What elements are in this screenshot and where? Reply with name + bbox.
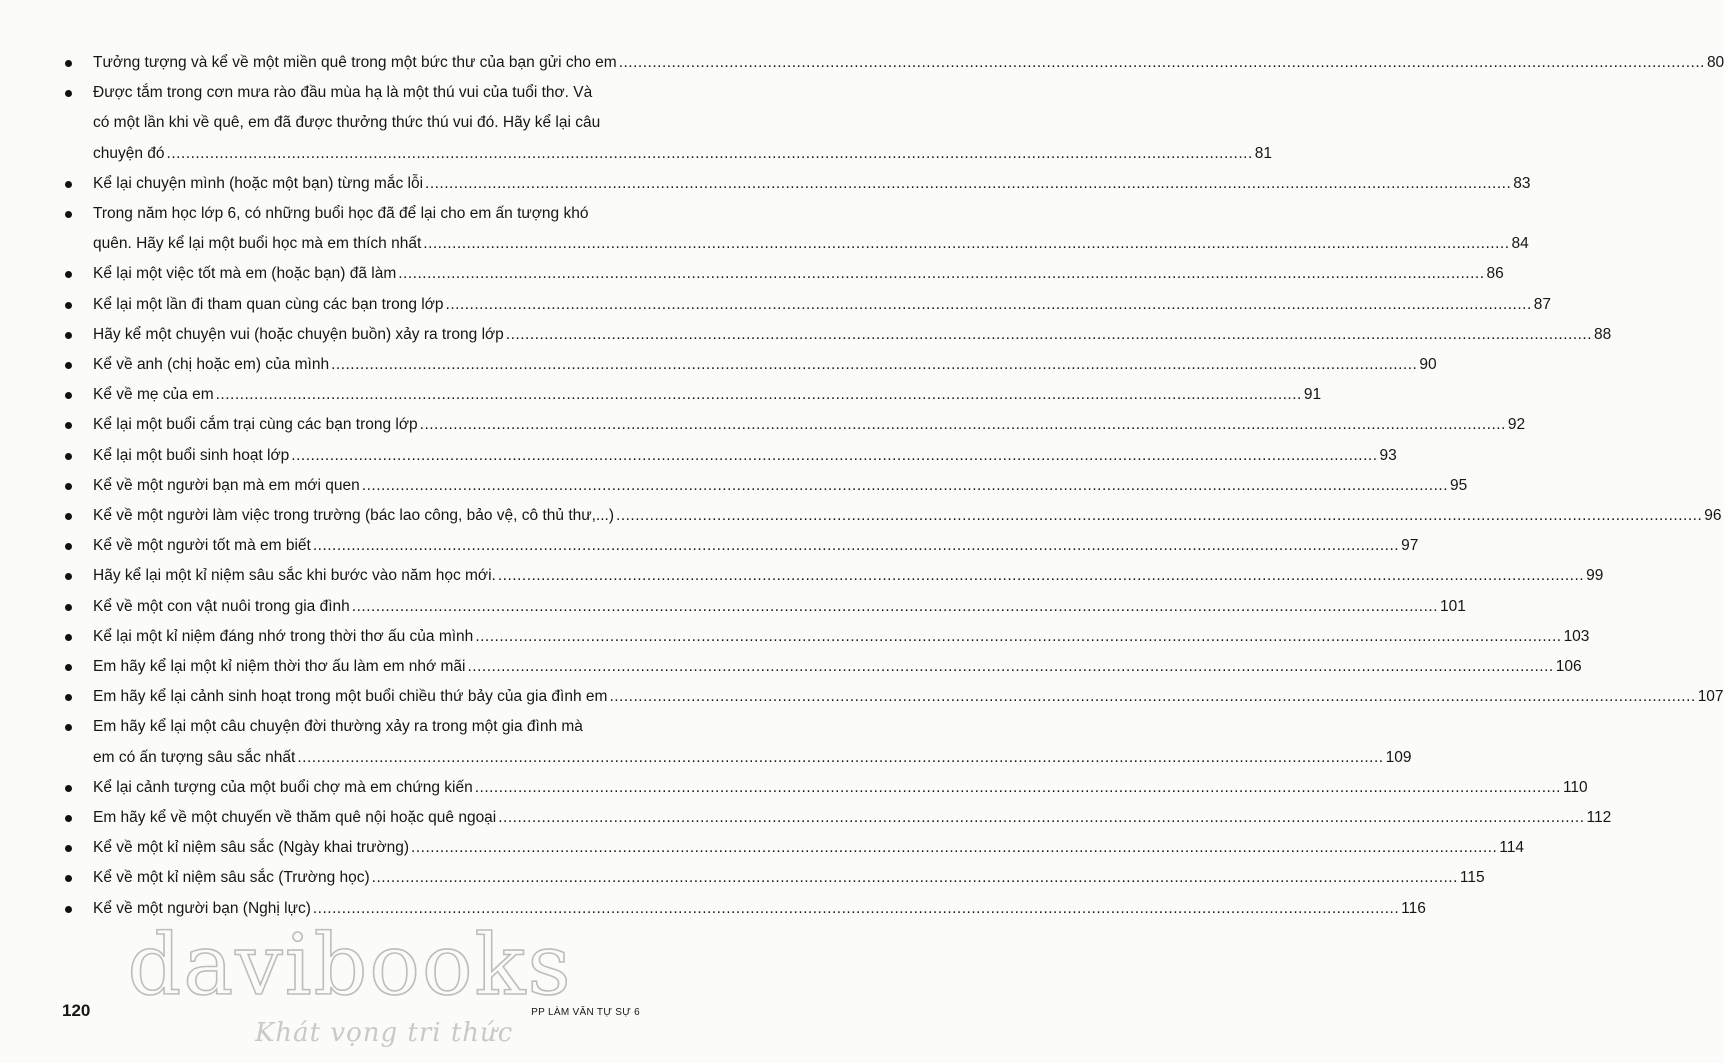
toc-entry-line <box>93 443 1397 469</box>
toc-entry-line <box>93 231 1529 257</box>
toc-entry-line <box>93 684 1724 710</box>
toc-entry-text: Hãy kể lại một kỉ niệm sâu sắc khi bước vào năm học mới. <box>93 567 496 585</box>
toc-entry-text: Kể về một kỉ niệm sâu sắc (Ngày khai trường) <box>93 839 410 857</box>
leader-dots <box>352 594 1438 620</box>
toc-page-number: 107 <box>1697 688 1724 706</box>
bullet-icon <box>65 392 72 399</box>
toc-entry-text: Kể lại cảnh tượng của một buổi chợ mà em chứng kiến <box>93 778 473 796</box>
toc-entry-text: Em hãy kể lại một kỉ niệm thời thơ ấu làm em nhớ mãi <box>93 658 466 675</box>
toc-entry-text: Kể lại chuyện mình (hoặc một bạn) từng mắc lỗi <box>93 174 424 192</box>
toc-page-number: 114 <box>1499 839 1524 857</box>
toc-entry-line <box>93 80 650 106</box>
toc-entry-text: Kể về mẹ của em <box>93 386 214 404</box>
bullet-icon <box>65 573 72 580</box>
toc-entry-line <box>93 745 1412 771</box>
toc-entry-text: có một lần khi về quê, em đã được thưởng thức thú vui đó. Hãy kể lại câu <box>93 114 601 132</box>
leader-dots <box>498 563 1584 589</box>
toc-entry-text: Trong năm học lớp 6, có những buổi học đã để lại cho em ấn tượng khó <box>93 205 589 222</box>
toc-page-number: 115 <box>1459 869 1485 887</box>
leader-dots <box>291 443 1377 469</box>
toc-page-number: 86 <box>1486 265 1504 283</box>
leader-dots <box>167 141 1253 167</box>
toc-entry-line <box>93 261 1504 287</box>
toc-entry-line <box>93 865 1485 891</box>
toc-entry-text: Kể về một kỉ niệm sâu sắc (Trường học) <box>93 869 370 887</box>
leader-dots <box>313 533 1399 559</box>
watermark-logo <box>127 916 573 1014</box>
toc-entry-text: em có ấn tượng sâu sắc nhất <box>93 748 296 766</box>
bullet-icon <box>65 724 72 731</box>
toc-page-number: 116 <box>1401 899 1426 917</box>
toc-entry-line <box>93 50 1724 76</box>
toc-entry-line <box>93 322 1612 348</box>
toc-entry-line <box>93 292 1552 318</box>
toc-page-number: 99 <box>1586 567 1604 585</box>
toc-page-number: 96 <box>1704 507 1722 524</box>
toc-entry-line <box>93 171 1531 197</box>
toc-entry-line <box>93 835 1524 861</box>
toc-entry-line <box>93 654 1582 680</box>
leader-dots <box>331 352 1417 378</box>
bullet-icon <box>65 362 72 369</box>
leader-dots <box>423 231 1509 257</box>
toc-entry-text: Kể về một người làm việc trong trường (bác lao công, bảo vệ, cô thủ thư,...) <box>93 507 615 524</box>
toc-entry-line <box>93 110 650 136</box>
leader-dots <box>475 624 1561 650</box>
bullet-icon <box>65 332 72 339</box>
toc-entry-line <box>93 201 650 227</box>
toc-page-number: 91 <box>1303 386 1322 404</box>
toc-entry-text: Kể về một con vật nuôi trong gia đình <box>93 597 350 615</box>
leader-dots <box>425 171 1511 197</box>
toc-entry-line <box>93 775 1588 801</box>
bullet-icon <box>65 634 72 641</box>
bullet-icon <box>65 181 72 188</box>
leader-dots <box>362 473 1448 499</box>
toc-entry-text: Em hãy kể về một chuyến về thăm quê nội hoặc quê ngoại <box>93 809 497 826</box>
toc-entry-line <box>93 352 1437 378</box>
leader-dots <box>498 805 1584 831</box>
toc-entry-line <box>93 594 1466 620</box>
toc-page-number: 81 <box>1254 144 1273 162</box>
toc-page-number: 103 <box>1563 627 1590 645</box>
bullet-icon <box>65 60 72 67</box>
leader-dots <box>467 654 1553 680</box>
toc-entry-text: Kể lại một buổi cắm trại cùng các bạn trong lớp <box>93 416 418 434</box>
toc-entry-text: Kể lại một buổi sinh hoạt lớp <box>93 446 290 464</box>
leader-dots <box>420 412 1506 438</box>
bullet-icon <box>65 271 72 278</box>
toc-entry-line <box>93 473 1468 499</box>
toc-page-number: 92 <box>1507 416 1526 434</box>
bullet-icon <box>65 694 72 701</box>
toc-entry-text: Được tắm trong cơn mưa rào đầu mùa hạ là một thú vui của tuổi thơ. Và <box>93 84 593 102</box>
bullet-icon <box>65 211 72 218</box>
bullet-icon <box>65 664 72 671</box>
bullet-icon <box>65 422 72 429</box>
toc-entry-text: Tưởng tượng và kể về một miền quê trong một bức thư của bạn gửi cho em <box>93 54 617 71</box>
toc-entry-line <box>93 141 1273 167</box>
toc-entry-text: Kể lại một kỉ niệm đáng nhớ trong thời thơ ấu của mình <box>93 627 474 645</box>
toc-entry-line <box>93 382 1322 408</box>
leader-dots <box>297 745 1383 771</box>
toc-entry-text: chuyện đó <box>93 144 165 162</box>
running-footer-title: PP LÀM VĂN TỰ SỰ 6 <box>531 1007 640 1018</box>
leader-dots <box>398 261 1484 287</box>
toc-entry-text: Em hãy kể lại một câu chuyện đời thường xảy ra trong một gia đình mà <box>93 718 583 736</box>
toc-page-number: 84 <box>1511 235 1529 253</box>
svg-text:davibooks: davibooks <box>127 916 573 1014</box>
toc-entry-text: Kể về một người bạn mà em mới quen <box>93 476 360 494</box>
toc-entry-line <box>93 714 650 740</box>
bullet-icon <box>65 906 72 913</box>
toc-entry-text: Kể về một người tốt mà em biết <box>93 537 311 555</box>
bullet-icon <box>65 543 72 550</box>
toc-entry-line <box>93 412 1526 438</box>
toc-page-number: 93 <box>1379 446 1397 464</box>
toc-entry-line <box>93 533 1419 559</box>
toc-entry-text: Kể về anh (chị hoặc em) của mình <box>93 356 330 373</box>
leader-dots <box>216 382 1302 408</box>
toc-entry-text: Kể về một người bạn (Nghị lực) <box>93 899 311 917</box>
toc-page-number: 95 <box>1450 476 1468 494</box>
leader-dots <box>411 835 1497 861</box>
leader-dots <box>506 322 1592 348</box>
bullet-icon <box>65 815 72 822</box>
toc-page-number: 101 <box>1440 597 1466 615</box>
toc-entry-text: quên. Hãy kể lại một buổi học mà em thích nhất <box>93 235 422 253</box>
leader-dots <box>372 865 1458 891</box>
toc-entry-text: Hãy kể một chuyện vui (hoặc chuyện buồn) xảy ra trong lớp <box>93 325 504 343</box>
bullet-icon <box>65 845 72 852</box>
bullet-icon <box>65 483 72 490</box>
toc-page-number: 106 <box>1555 658 1582 675</box>
toc-entry-text: Kể lại một lần đi tham quan cùng các bạn trong lớp <box>93 295 444 313</box>
toc-page-number: 90 <box>1419 356 1437 373</box>
toc-entry-line <box>93 624 1590 650</box>
leader-dots <box>475 775 1561 801</box>
toc-entry-line <box>93 503 1722 529</box>
leader-dots <box>446 292 1532 318</box>
toc-page-number: 80 <box>1706 54 1724 71</box>
bullet-icon <box>65 453 72 460</box>
bullet-icon <box>65 302 72 309</box>
toc-page-number: 83 <box>1513 174 1531 192</box>
toc-page-number: 88 <box>1594 325 1612 343</box>
toc-page-number: 97 <box>1401 537 1419 555</box>
leader-dots <box>609 684 1695 710</box>
leader-dots <box>616 503 1702 529</box>
toc-page-number: 112 <box>1586 809 1612 826</box>
bullet-icon <box>65 604 72 611</box>
leader-dots <box>619 50 1705 76</box>
toc-page-number: 110 <box>1562 778 1588 796</box>
bullet-icon <box>65 875 72 882</box>
toc-page-number: 87 <box>1533 295 1552 313</box>
toc-entry-line <box>93 805 1612 831</box>
bullet-icon <box>65 785 72 792</box>
page-number: 120 <box>62 1001 91 1020</box>
toc-entry-text: Em hãy kể lại cảnh sinh hoạt trong một buổi chiều thứ bảy của gia đình em <box>93 688 608 706</box>
watermark-tagline: Khát vọng tri thức <box>255 1018 514 1048</box>
toc-entry-text: Kể lại một việc tốt mà em (hoặc bạn) đã làm <box>93 265 397 283</box>
bullet-icon <box>65 90 72 97</box>
toc-entry-line <box>93 563 1604 589</box>
toc-page-number: 109 <box>1385 748 1412 766</box>
bullet-icon <box>65 513 72 520</box>
